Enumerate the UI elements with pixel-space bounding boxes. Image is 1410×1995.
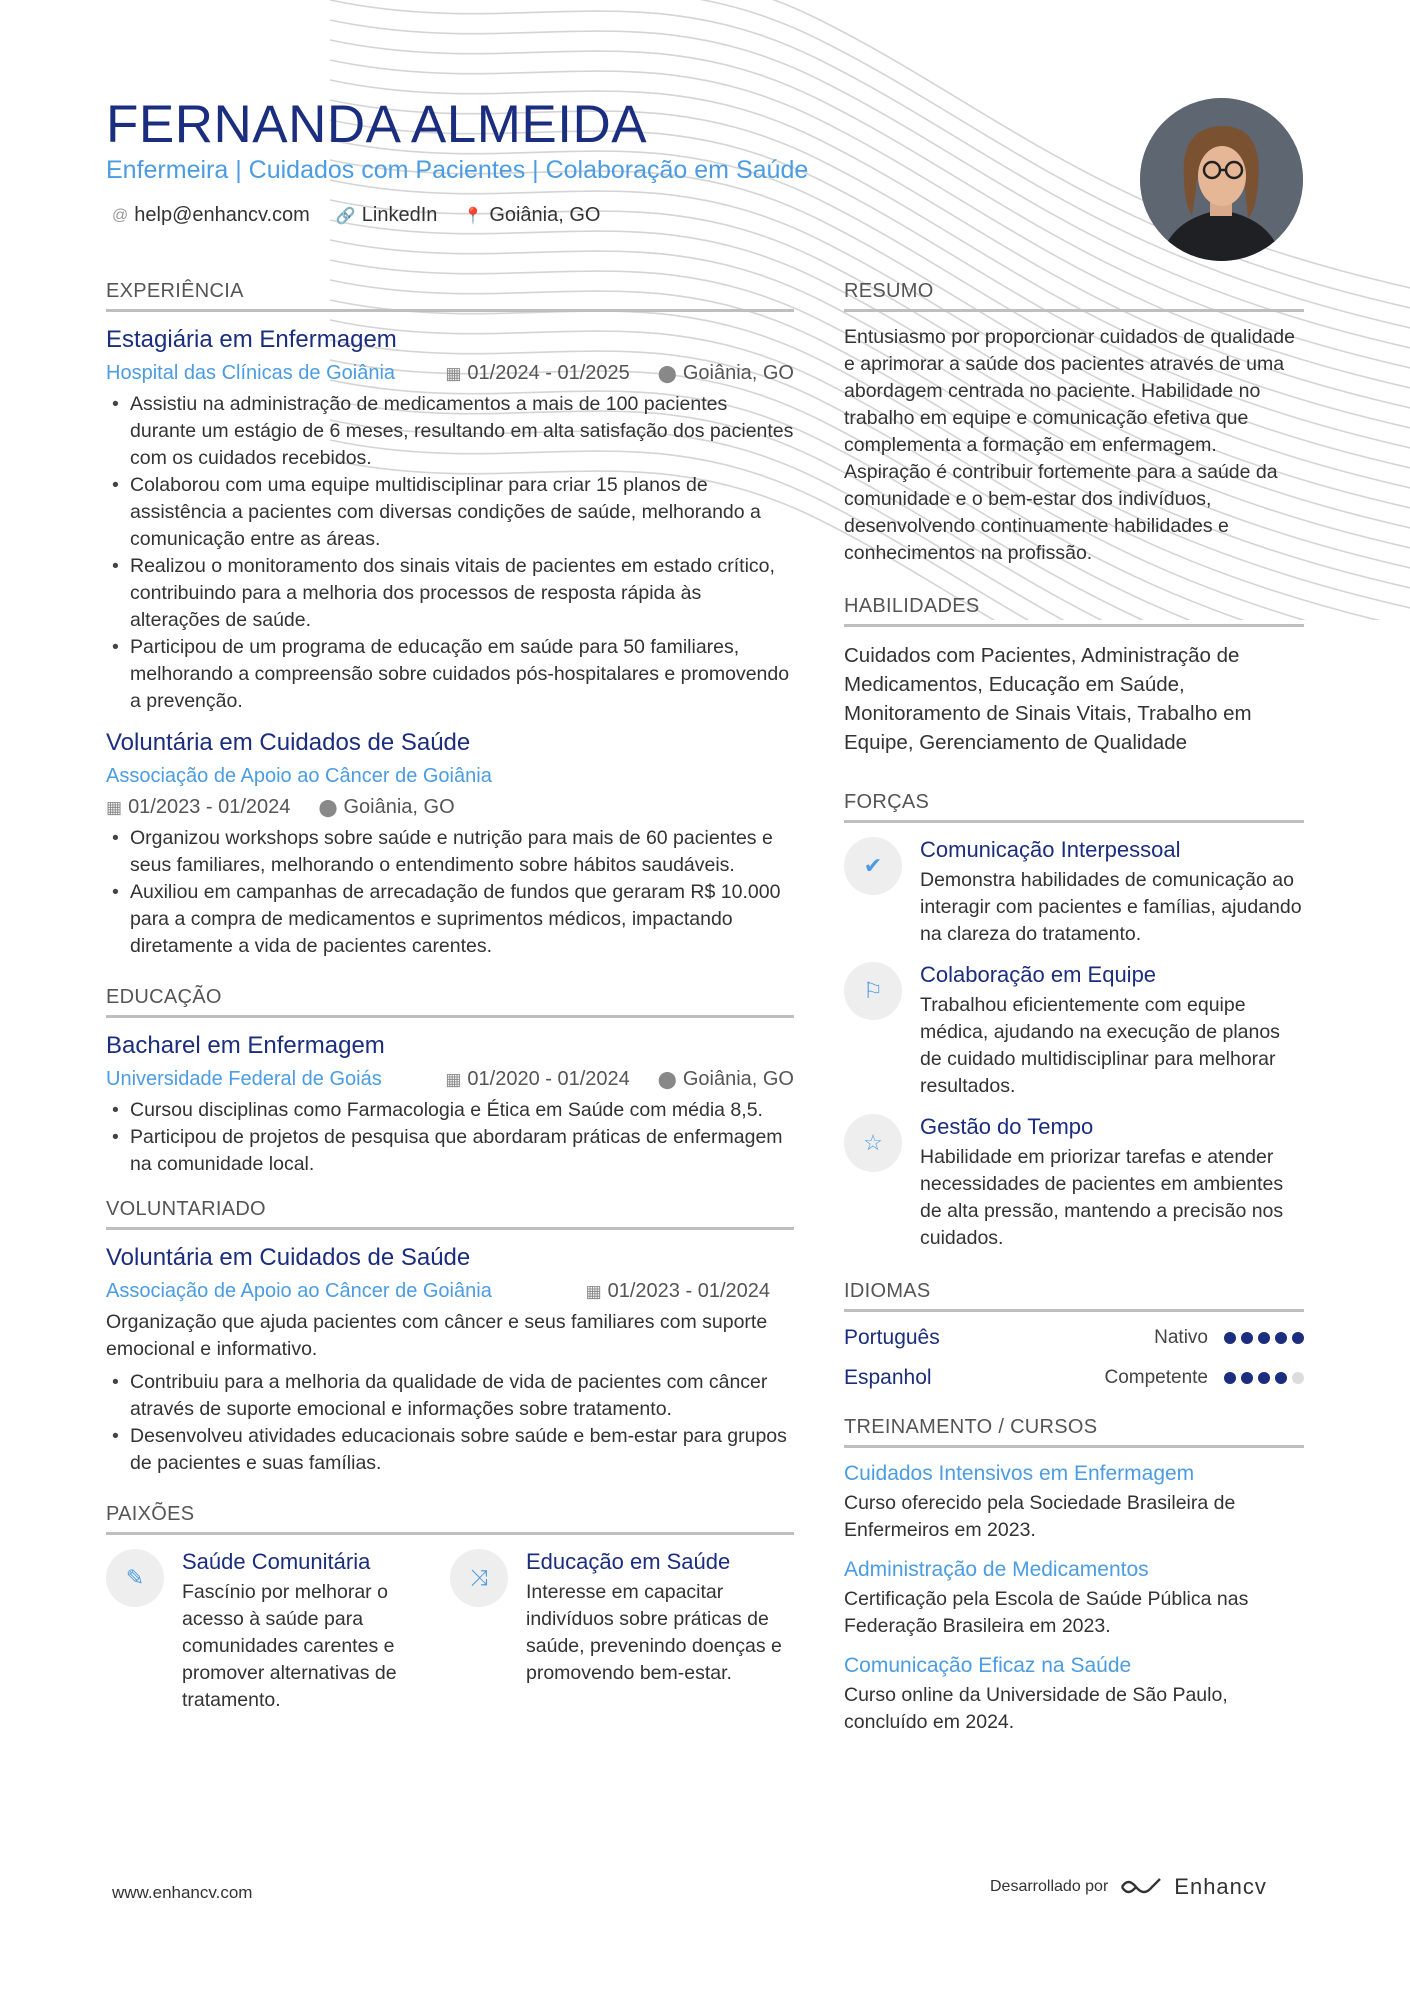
course-description: Certificação pela Escola de Saúde Pública nas Federação Brasileira em 2023.	[844, 1588, 1249, 1637]
bullet-item: • Realizou o monitoramento dos sinais vitais de pacientes em estado crítico, contribuindo para a melhoria dos processos de resposta rápida às alterações de saúde.	[106, 553, 794, 634]
bullet-item: • Cursou disciplinas como Farmacologia e Ética em Saúde com média 8,5.	[106, 1097, 794, 1124]
profile-photo	[1140, 98, 1303, 261]
language-level: Competente	[1104, 1367, 1208, 1388]
right-column	[844, 280, 1304, 1736]
section-title-summary: RESUMO	[844, 280, 1304, 312]
section-title-skills: HABILIDADES	[844, 595, 1304, 627]
strength-title: Gestão do Tempo	[920, 1114, 1094, 1139]
bullet-list	[106, 1369, 794, 1477]
section-title-passions: PAIXÕES	[106, 1503, 794, 1535]
link-icon: 🔗	[335, 207, 356, 225]
rating-dot-empty	[1292, 1372, 1304, 1384]
footer-branding	[990, 1874, 1267, 1900]
org-name: Associação de Apoio ao Câncer de Goiânia	[106, 1280, 492, 1302]
school-location: ⬤ Goiânia, GO	[657, 1068, 794, 1090]
section-title-languages: IDIOMAS	[844, 1280, 1304, 1312]
bullet-item: • Participou de um programa de educação em saúde para 50 familiares, melhorando a compreensão sobre cuidados pós-hospitalares e promovendo a prevenção.	[106, 634, 794, 715]
flag-icon: ⚐	[844, 962, 902, 1020]
language-name: Espanhol	[844, 1366, 932, 1389]
strength-description: Demonstra habilidades de comunicação ao interagir com pacientes e famílias, ajudando na clareza do tratamento.	[920, 869, 1302, 945]
shuffle-icon: ⤨	[450, 1549, 508, 1607]
passions-list	[106, 1549, 794, 1714]
section-title-experience: EXPERIÊNCIA	[106, 280, 794, 312]
course-title: Cuidados Intensivos em Enfermagem	[844, 1462, 1195, 1485]
bullet-list	[106, 391, 794, 715]
passion-item	[106, 1549, 450, 1714]
date-range: ▦ 01/2023 - 01/2024	[585, 1280, 770, 1302]
location-pin-icon: 📍	[463, 207, 484, 225]
contact-email[interactable]: @ help@enhancv.com	[112, 204, 310, 226]
section-title-strengths: FORÇAS	[844, 791, 1304, 823]
location-pin-icon: ⬤	[318, 797, 338, 817]
rating-dot-filled	[1258, 1372, 1270, 1384]
job-title: Estagiária em Enfermagem	[106, 326, 397, 353]
course-title: Comunicação Eficaz na Saúde	[844, 1654, 1132, 1677]
experience-item	[106, 729, 794, 960]
school-name: Universidade Federal de Goiás	[106, 1068, 382, 1090]
degree-title: Bacharel em Enfermagem	[106, 1032, 385, 1059]
date-range: ▦ 01/2020 - 01/2024	[445, 1068, 630, 1090]
contact-linkedin[interactable]: 🔗 LinkedIn	[335, 204, 438, 226]
strength-title: Comunicação Interpessoal	[920, 837, 1181, 862]
volunteer-description: Organização que ajuda pacientes com câncer e seus familiares com suporte emocional e informativo.	[106, 1311, 768, 1360]
at-icon: @	[112, 206, 129, 224]
left-column	[106, 280, 794, 1714]
job-location: ⬤ Goiânia, GO	[657, 362, 794, 384]
strength-description: Habilidade em priorizar tarefas e atender necessidades de pacientes em ambientes de alta pressão, mantendo a precisão nos cuidados.	[920, 1146, 1284, 1249]
rating-dot-filled	[1275, 1372, 1287, 1384]
check-icon: ✔	[844, 837, 902, 895]
language-item	[844, 1326, 1304, 1350]
language-rating	[1224, 1332, 1304, 1344]
course-item	[844, 1462, 1304, 1544]
course-description: Curso oferecido pela Sociedade Brasileira de Enfermeiros em 2023.	[844, 1492, 1236, 1541]
rating-dot-filled	[1241, 1332, 1253, 1344]
job-title: Voluntária em Cuidados de Saúde	[106, 729, 471, 756]
date-range: ▦ 01/2024 - 01/2025	[445, 362, 630, 384]
course-item	[844, 1558, 1304, 1640]
language-item	[844, 1366, 1304, 1390]
section-title-courses: TREINAMENTO / CURSOS	[844, 1416, 1304, 1448]
passion-description: Fascínio por melhorar o acesso à saúde para comunidades carentes e promover alternativas de tratamento.	[182, 1581, 397, 1711]
summary-text: Entusiasmo por proporcionar cuidados de qualidade e aprimorar a saúde dos pacientes através de uma abordagem centrada no paciente. Habilidade no trabalho em equipe e comunicação efetiva que complementa a formação em enfermagem. Aspiração é contribuir fortemente para a saúde da comunidade e o bem-estar dos indivíduos, desenvolvendo continuamente habilidades e conhecimentos na profissão.	[844, 326, 1295, 564]
date-range: ▦ 01/2023 - 01/2024	[106, 796, 291, 818]
calendar-icon: ▦	[585, 1281, 602, 1301]
education-item	[106, 1032, 794, 1178]
skills-text: Cuidados com Pacientes, Administração de Medicamentos, Educação em Saúde, Monitoramento de Sinais Vitais, Trabalho em Equipe, Gerenciamento de Qualidade	[844, 644, 1252, 754]
passion-item	[450, 1549, 794, 1714]
strength-item	[844, 1114, 1304, 1252]
enhancv-logo-icon	[1118, 1875, 1164, 1899]
bullet-item: • Organizou workshops sobre saúde e nutrição para mais de 60 pacientes e seus familiares, melhorando o entendimento sobre hábitos saudáveis.	[106, 825, 794, 879]
bullet-list	[106, 825, 794, 960]
brand-name: Enhancv	[1174, 1874, 1267, 1899]
job-location: ⬤ Goiânia, GO	[318, 796, 455, 818]
footer-website[interactable]: www.enhancv.com	[112, 1883, 253, 1902]
contact-location: 📍 Goiânia, GO	[463, 204, 601, 226]
rating-dot-filled	[1258, 1332, 1270, 1344]
bullet-item: • Contribuiu para a melhoria da qualidade de vida de pacientes com câncer através de suporte emocional e informações sobre tratamento.	[106, 1369, 794, 1423]
bullet-item: • Colaborou com uma equipe multidisciplinar para criar 15 planos de assistência a pacientes com diversas condições de saúde, melhorando a comunicação entre as áreas.	[106, 472, 794, 553]
strength-item	[844, 962, 1304, 1100]
bullet-list	[106, 1097, 794, 1178]
candidate-subtitle: Enfermeira | Cuidados com Pacientes | Colaboração em Saúde	[106, 156, 809, 184]
volunteer-item	[106, 1244, 794, 1477]
bullet-item: • Desenvolveu atividades educacionais sobre saúde e bem-estar para grupos de pacientes e suas famílias.	[106, 1423, 794, 1477]
strength-title: Colaboração em Equipe	[920, 962, 1157, 987]
calendar-icon: ▦	[445, 363, 462, 383]
location-pin-icon: ⬤	[657, 1069, 677, 1089]
company-name: Hospital das Clínicas de Goiânia	[106, 362, 396, 384]
experience-item	[106, 326, 794, 715]
language-name: Português	[844, 1326, 940, 1349]
strength-description: Trabalhou eficientemente com equipe médica, ajudando na execução de planos de cuidado multidisciplinar para melhorar resultados.	[920, 994, 1280, 1097]
course-description: Curso online da Universidade de São Paulo, concluído em 2024.	[844, 1684, 1228, 1733]
location-pin-icon: ⬤	[657, 363, 677, 383]
language-level: Nativo	[1154, 1327, 1208, 1348]
rating-dot-filled	[1224, 1332, 1236, 1344]
rating-dot-filled	[1224, 1372, 1236, 1384]
section-title-education: EDUCAÇÃO	[106, 986, 794, 1018]
calendar-icon: ▦	[106, 797, 123, 817]
rating-dot-filled	[1241, 1372, 1253, 1384]
section-title-volunteer: VOLUNTARIADO	[106, 1198, 794, 1230]
powered-by-label: Desarrollado por	[990, 1878, 1109, 1895]
course-title: Administração de Medicamentos	[844, 1558, 1149, 1581]
course-item	[844, 1654, 1304, 1736]
rating-dot-filled	[1292, 1332, 1304, 1344]
bullet-item: • Participou de projetos de pesquisa que abordaram práticas de enfermagem na comunidade local.	[106, 1124, 794, 1178]
company-name: Associação de Apoio ao Câncer de Goiânia	[106, 765, 492, 787]
passion-title: Educação em Saúde	[526, 1549, 731, 1574]
star-icon: ☆	[844, 1114, 902, 1172]
bullet-item: • Assistiu na administração de medicamentos a mais de 100 pacientes durante um estágio de 6 meses, resultando em alta satisfação dos pacientes com os cuidados recebidos.	[106, 391, 794, 472]
language-rating	[1224, 1372, 1304, 1384]
volunteer-title: Voluntária em Cuidados de Saúde	[106, 1244, 471, 1271]
passion-title: Saúde Comunitária	[182, 1549, 371, 1574]
contact-bar	[112, 204, 600, 227]
candidate-name: FERNANDA ALMEIDA	[106, 95, 648, 154]
passion-description: Interesse em capacitar indivíduos sobre práticas de saúde, prevenindo doenças e promovendo bem-estar.	[526, 1581, 782, 1684]
bullet-item: • Auxiliou em campanhas de arrecadação de fundos que geraram R$ 10.000 para a compra de medicamentos e suprimentos médicos, impactando diretamente a vida de pacientes carentes.	[106, 879, 794, 960]
calendar-icon: ▦	[445, 1069, 462, 1089]
magic-wand-icon: ✎	[106, 1549, 164, 1607]
rating-dot-filled	[1275, 1332, 1287, 1344]
strength-item	[844, 837, 1304, 948]
